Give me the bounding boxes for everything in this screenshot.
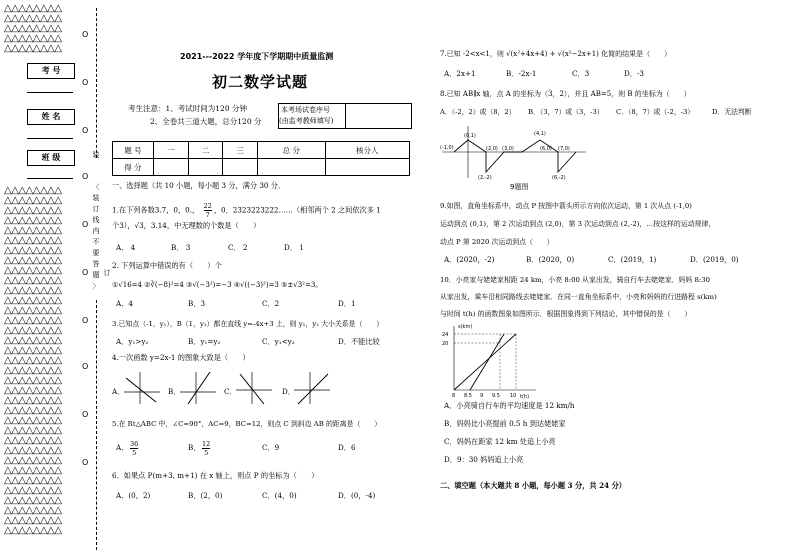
- question-8: 8.已知 AB∥x 轴，点 A 的坐标为（3，2），并且 AB=5，则 B 的坐标为（ ）: [440, 90, 691, 98]
- option-b[interactable]: B．3: [188, 299, 206, 308]
- option-b[interactable]: B．(2，0): [188, 491, 223, 500]
- option-d[interactable]: D．1: [338, 299, 356, 308]
- score-cell[interactable]: [325, 159, 409, 176]
- section-2-heading: 二、填空题（本大题共 8 小题，每小题 3 分，共 24 分）: [440, 481, 626, 490]
- option-b[interactable]: B．(2020，0): [526, 255, 575, 264]
- binding-notice: 〈 装 订 线 内 不 要 答 题 〉: [92, 183, 100, 290]
- option-c[interactable]: C．9: [262, 443, 280, 452]
- option-c[interactable]: C． 2: [228, 243, 248, 252]
- binding-hole: O: [82, 220, 89, 229]
- binding-hole: O: [82, 172, 89, 181]
- exam-period: 2021---2022 学年度下学期期中质量监测: [180, 52, 334, 61]
- score-header-cell: 一: [154, 142, 189, 159]
- score-cell[interactable]: [154, 159, 189, 176]
- binding-hole: O: [82, 362, 89, 371]
- seat-number-box[interactable]: [278, 103, 412, 129]
- score-header-cell: 核分人: [325, 142, 409, 159]
- fig9-label: (0,1): [464, 133, 476, 139]
- option-c[interactable]: C．（8，7）或（-2，-3）: [616, 108, 695, 116]
- fig10-ytick: 20: [442, 341, 449, 347]
- question-1: 1.在下列各数3.7，0，0.， $\frac{22}{7}$ ，0．2323223222……（相邻两个 2 之间依次多 1: [112, 202, 381, 219]
- graph-c: [234, 370, 274, 406]
- q10-option-d[interactable]: D．9：30 妈妈追上小亮: [444, 455, 524, 464]
- question-10: 10．小亮家与姥姥家相距 24 km，小亮 8:00 从家出发，骑自行车去姥姥家．妈妈 8:30: [440, 276, 710, 284]
- fig9-label: (4,1): [534, 131, 546, 137]
- question-6: 6．如果点 P(m+3, m+1) 在 x 轴上，则点 P 的坐标为（ ）: [112, 471, 319, 480]
- question-5: 5.在 Rt△ABC 中，∠C=90°，AC=9，BC=12，则点 C 到斜边 AB 的距离是（ ）: [112, 420, 382, 428]
- binding-hole: O: [82, 316, 89, 325]
- option-d[interactable]: D．(2019，0): [690, 255, 739, 264]
- graph-b: [178, 370, 218, 406]
- option-a[interactable]: A．y₁>y₂: [116, 337, 149, 346]
- score-table: [112, 141, 410, 176]
- fig10-xtick: 8: [452, 393, 456, 399]
- option-a[interactable]: A．4: [116, 299, 133, 308]
- q10-option-a[interactable]: A．小亮骑自行车的平均速度是 12 km/h: [444, 401, 575, 410]
- triangle-border-top: △△△△△△△△ △△△△△△△△ △△△△△△△△ △△△△△△△△ △△△△△△△△: [4, 3, 62, 54]
- question-9: 9.如图，直角坐标系中，动点 P 按图中箭头所示方向依次运动，第 1 次从点 (-1,0): [440, 202, 692, 210]
- option-c[interactable]: C．3: [572, 69, 590, 78]
- binding-hole: O: [82, 126, 89, 135]
- fig10-xtick: 9: [480, 393, 484, 399]
- option-b[interactable]: B． 3: [171, 243, 191, 252]
- question-7: 7.已知 -2<x<1，则 √(x²+4x+4) + √(x²−2x+1) 化简的结果是（ ）: [440, 50, 672, 58]
- binding-hole: O: [82, 30, 89, 39]
- option-d[interactable]: D．-3: [624, 69, 644, 78]
- q10-option-c[interactable]: C．妈妈在距家 12 km 处追上小亮: [444, 437, 556, 446]
- fig10-xtick: 10: [510, 393, 517, 399]
- fig9-label: (2,0): [486, 146, 498, 152]
- option-a[interactable]: A．2x+1: [444, 69, 476, 78]
- question-9-cont2: 动点 P 第 2020 次运动到点（ ）: [440, 238, 554, 246]
- score-cell[interactable]: [188, 159, 223, 176]
- notice-2: 2、全卷共三道大题，总分120 分: [150, 117, 262, 126]
- option-b[interactable]: B．: [168, 387, 181, 396]
- q4-graphs: [112, 368, 412, 408]
- q5-b-fraction: 12 5: [202, 440, 211, 457]
- question-10-cont: 从家出发，乘车沿相同路线去姥姥家．在同一直角坐标系中，小亮和妈妈的行进路程 s(km): [440, 293, 717, 301]
- score-table-header: [113, 142, 410, 159]
- q5-a-fraction: 36 5: [130, 440, 139, 457]
- question-4: 4.一次函数 y=2x-1 的图象大致是（ ）: [112, 353, 250, 362]
- question-2-items: ①√16=4 ②∛(−8)²=4 ③√(−3²)=−3 ④√((−3)²)=3 ⑤±√3²=3。: [112, 281, 323, 289]
- score-header-cell: 二: [188, 142, 223, 159]
- score-row-label: 得 分: [113, 159, 154, 176]
- graph-a: [122, 370, 162, 406]
- score-header-cell: 总 分: [258, 142, 325, 159]
- figure-9: [440, 124, 590, 180]
- option-b[interactable]: B．-2x-1: [506, 69, 537, 78]
- figure-9-caption: 9题图: [510, 183, 529, 191]
- option-a[interactable]: A．(0，2): [116, 491, 151, 500]
- xingming-line: [27, 138, 73, 139]
- option-c[interactable]: C．2: [262, 299, 280, 308]
- option-d[interactable]: D．(0，-4): [338, 491, 376, 500]
- option-a[interactable]: A．: [112, 387, 125, 396]
- figure-10: [440, 322, 540, 400]
- label-banji: 班 级: [27, 150, 75, 166]
- q10-option-b[interactable]: B．妈妈比小亮提前 0.5 h 到达姥姥家: [444, 419, 566, 428]
- option-c[interactable]: C．y₁<y₂: [262, 337, 295, 346]
- notice-1: 考生注意：1、考试时间为120 分钟: [128, 104, 247, 113]
- question-10-cont2: 与时间 t(h) 的函数图象如图所示．根据图象得到下列结论，其中错误的是（ ）: [440, 310, 692, 318]
- binding-hole: O: [82, 458, 89, 467]
- option-c[interactable]: C．: [224, 387, 237, 396]
- option-a[interactable]: A．: [116, 443, 129, 452]
- question-9-cont: 运动到点 (0,1)，第 2 次运动到点 (2,0)，第 3 次运动到点 (2,-2)，…按这样的运动规律，: [440, 220, 716, 228]
- binding-hole: O: [82, 410, 89, 419]
- label-kaohao: 考 号: [27, 63, 75, 79]
- question-3: 3.已知点（-1，y₁），B（1，y₂）都在直线 y=-4x+3 上，则 y₁，y₂ 大小关系是（ ）: [112, 320, 384, 328]
- fig9-label: (-1,0): [440, 145, 454, 151]
- option-b[interactable]: B．: [188, 443, 201, 452]
- option-d[interactable]: D．不能比较: [338, 337, 380, 346]
- section-1-heading: 一、选择题（共 10 小题，每小题 3 分，满分 30 分．: [112, 181, 286, 190]
- score-header-cell: 三: [223, 142, 258, 159]
- fig9-label: (6,0): [540, 146, 552, 152]
- fig10-xtick: 8.5: [464, 393, 472, 399]
- q1-fraction: $\frac{22}{7}$: [203, 202, 212, 219]
- kaohao-line: [27, 92, 73, 93]
- option-a[interactable]: A．（-2，2）或（8，2）: [440, 108, 516, 116]
- binding-ding: 订: [103, 269, 111, 277]
- option-b[interactable]: B．y₁=y₂: [188, 337, 221, 346]
- score-cell[interactable]: [258, 159, 325, 176]
- option-d[interactable]: D． 1: [284, 243, 304, 252]
- option-a[interactable]: A．(2020，-2): [444, 255, 495, 264]
- score-table-row: [113, 159, 410, 176]
- fig9-label: (7,0): [558, 146, 570, 152]
- binding-hole: O: [82, 78, 89, 87]
- score-cell[interactable]: [223, 159, 258, 176]
- option-c[interactable]: C．(2019，1): [608, 255, 657, 264]
- q5-options: [116, 440, 416, 460]
- fig10-ylabel: s(km): [458, 324, 473, 330]
- banji-line: [27, 178, 73, 179]
- seat-box-sublabel: (由监考教师填写): [279, 117, 334, 125]
- graph-d: [292, 370, 332, 406]
- binding-dash-top: [96, 8, 97, 158]
- score-header-cell: 题 号: [113, 142, 154, 159]
- triangle-border-bottom: △△△△△△△△ △△△△△△△△ △△△△△△△△ △△△△△△△△ △△△△△△△△ △△△△△△△△ △△△△△△△△ △△△△△△△△ △△△△△△△△ △△△△△△△△ △△△△△△△△ △△△△△△△△ △△△△△△△△ △△△△△△△△ △△△△△△△△ △△△△△△△△ △△△△△△△△ △△△△△△△△ △△△△△△△△ △△△△△△△△ △△△△△△△△ △△△△△△△△ △△△△△△△△ △△△△△△△△ △△△△△△△△ △△△△△△△△ △△△△△△△△ △△△△△△△△ △△△△△△△△ △△△△△△△△ △△△△△△△△ △△△△△△△△ △△△△△△△△ △△△△△△△△ △△△△△△△△: [4, 185, 62, 536]
- binding-zhuang: 装: [92, 151, 100, 159]
- question-2: 2. 下列运算中错误的有（ ）个: [112, 261, 222, 270]
- question-1-cont: 个3），√3，3.14，中无理数的个数是（ ）: [112, 221, 261, 230]
- fig9-label: (3,0): [502, 146, 514, 152]
- option-d[interactable]: D．无法判断: [712, 108, 752, 116]
- fig9-label: (6,-2): [552, 175, 566, 180]
- fig9-label: (2,-2): [478, 175, 492, 180]
- option-d[interactable]: D．6: [338, 443, 356, 452]
- option-a[interactable]: A． 4: [116, 243, 136, 252]
- option-c[interactable]: C．(4，0): [262, 491, 297, 500]
- binding-dash-bottom: [96, 300, 97, 550]
- fig10-xtick: 9.5: [492, 393, 500, 399]
- option-d[interactable]: D．: [282, 387, 295, 396]
- binding-hole: O: [82, 268, 89, 277]
- seat-box-label: 本考场试卷序号: [281, 106, 330, 114]
- fig10-ytick: 24: [442, 332, 449, 338]
- fig10-xlabel: t(h): [520, 394, 530, 400]
- label-xingming: 姓 名: [27, 109, 75, 125]
- option-b[interactable]: B．（3，7）或（3，-3）: [528, 108, 604, 116]
- page-title: 初二数学试题: [212, 73, 309, 91]
